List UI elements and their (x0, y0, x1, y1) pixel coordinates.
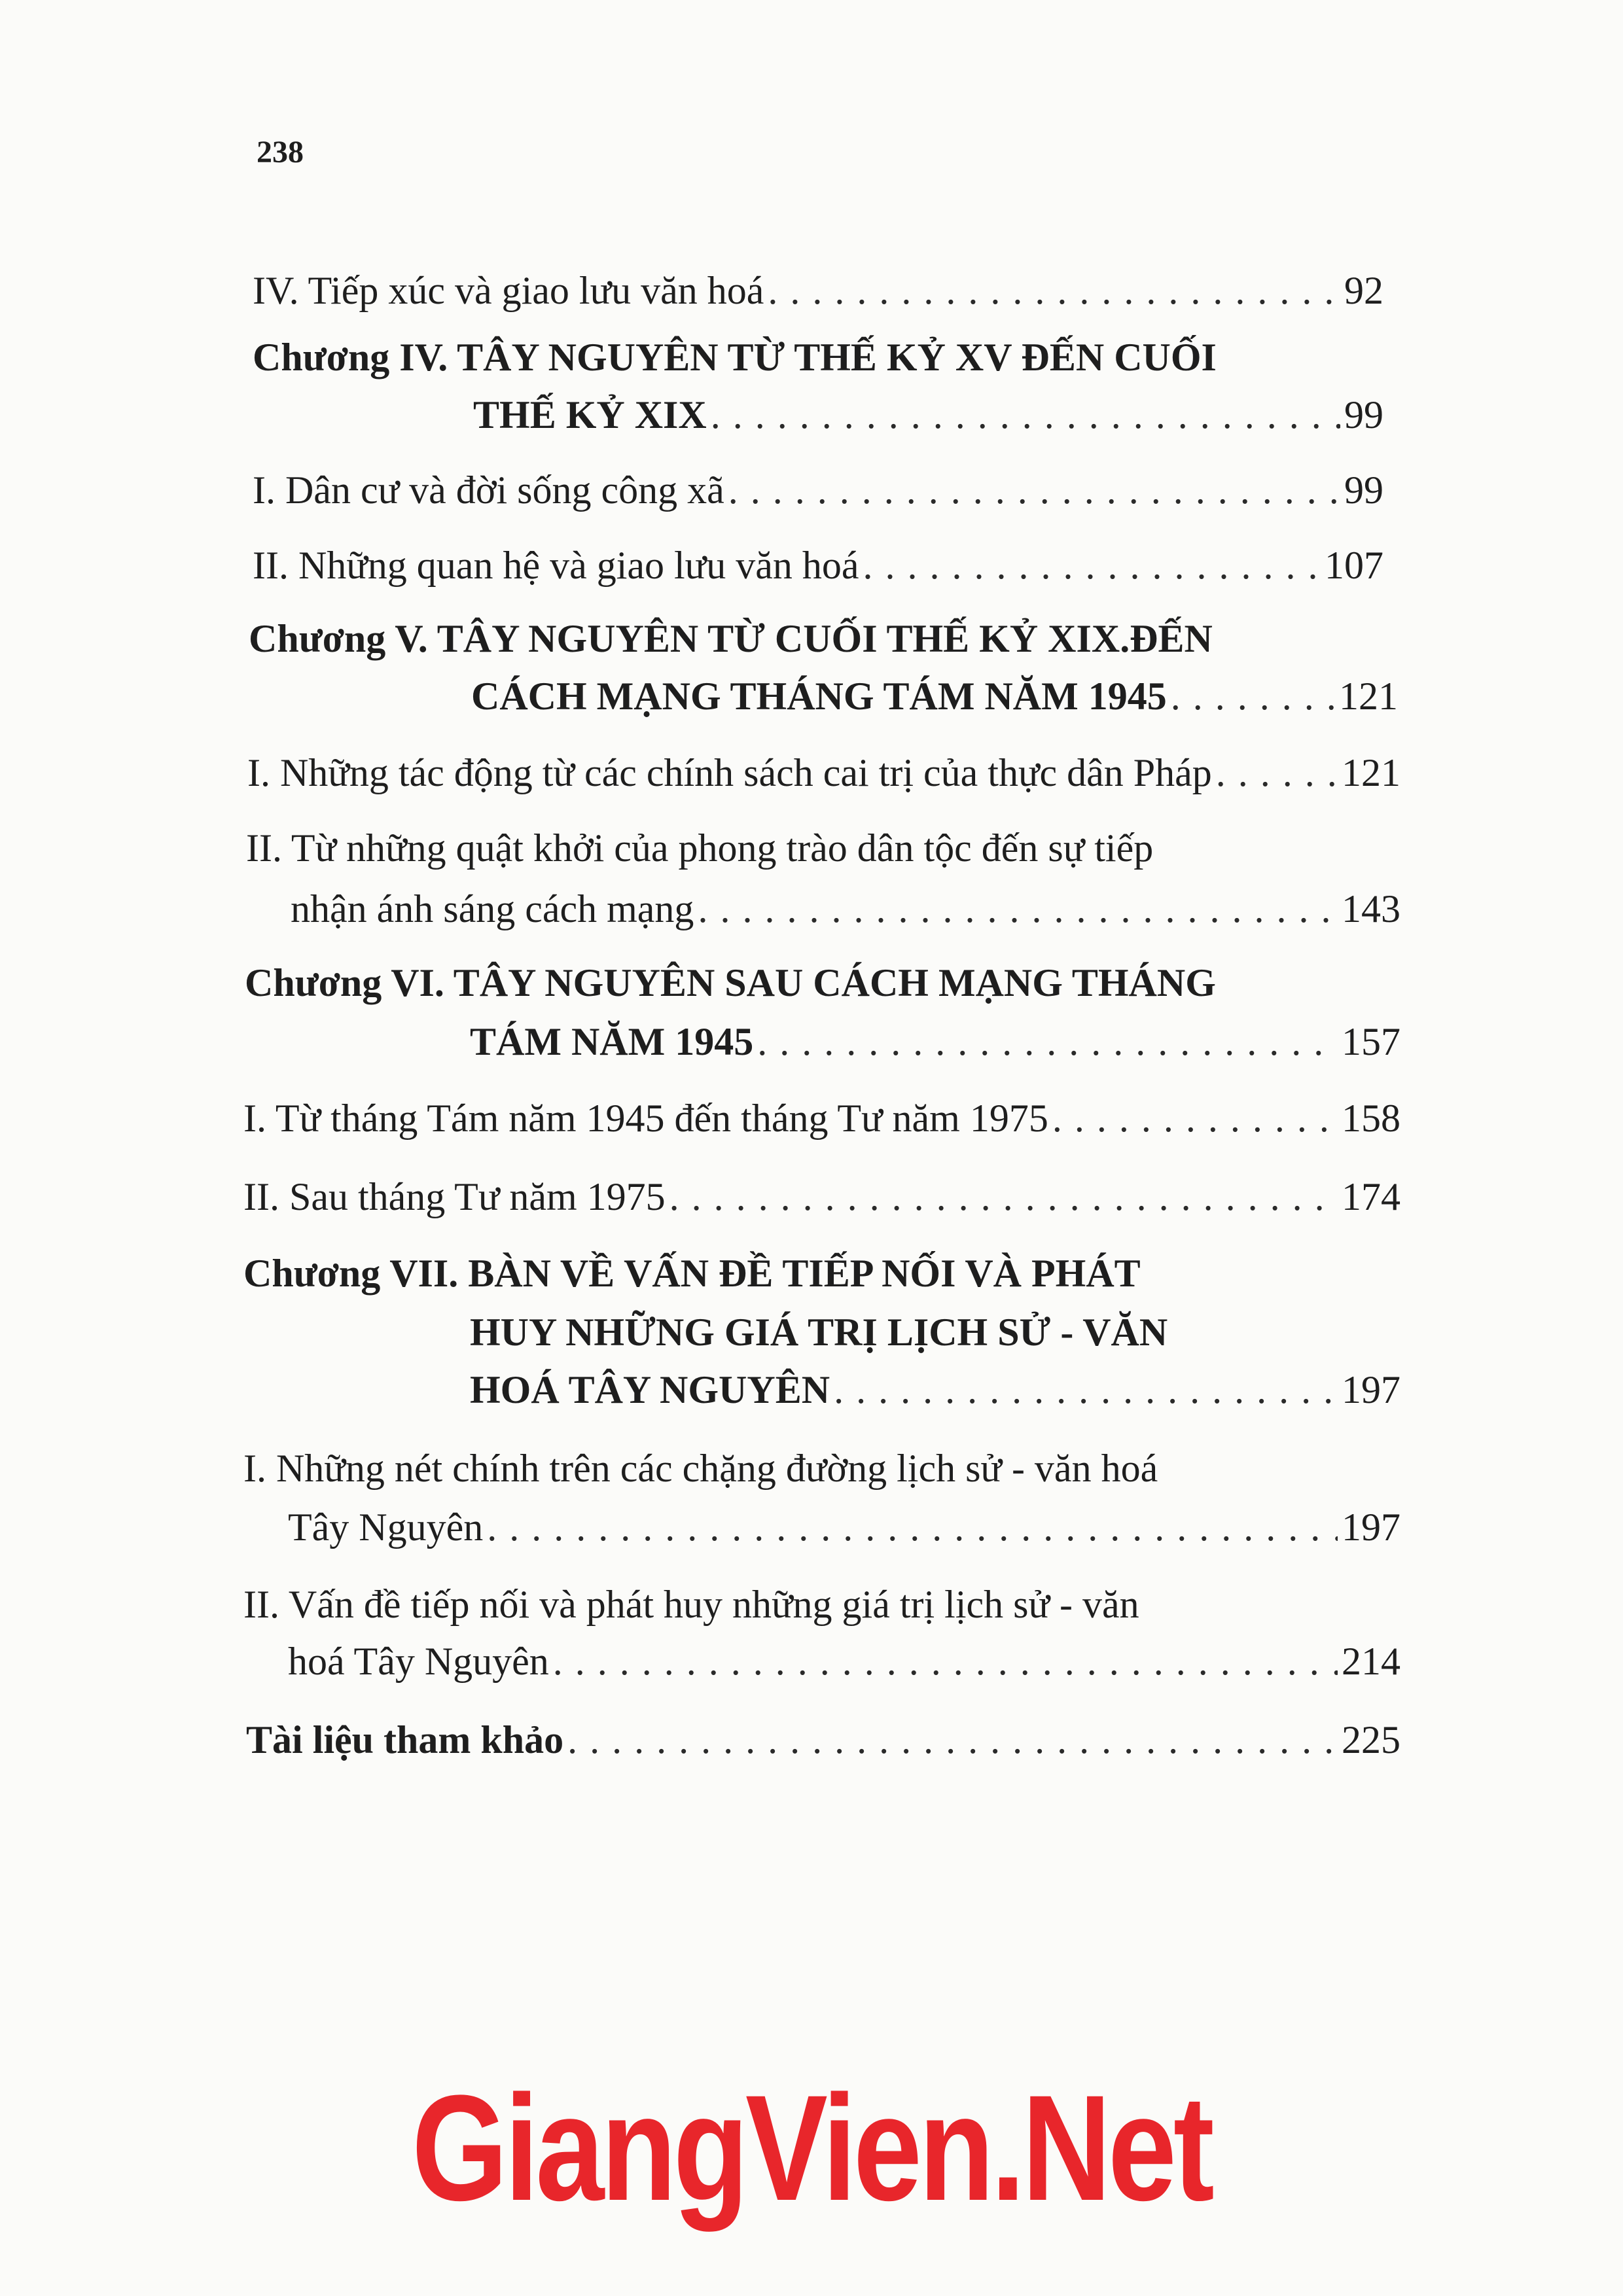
toc-entry-title: II. Sau tháng Tư năm 1975 (243, 1175, 666, 1218)
chapter-heading-line: Chương V. TÂY NGUYÊN TỪ CUỐI THẾ KỶ XIX.ĐẾN (249, 617, 1213, 660)
toc-entry-title: HOÁ TÂY NGUYÊN (470, 1368, 830, 1411)
toc-entry (253, 468, 1383, 513)
dot-leader (768, 268, 1340, 313)
dot-leader (567, 1718, 1338, 1763)
dot-leader (553, 1639, 1338, 1684)
toc-entry-page: 99 (1344, 468, 1383, 512)
watermark: GiangVien.Net (412, 2064, 1211, 2232)
toc-entry (243, 1096, 1400, 1141)
toc-entry (288, 1505, 1400, 1550)
toc-entry-page: 197 (1342, 1506, 1400, 1549)
toc-entry (288, 1639, 1400, 1684)
toc-entry-page: 143 (1342, 887, 1400, 930)
toc-entry-title: nhận ánh sáng cách mạng (291, 887, 694, 930)
toc-entry (253, 268, 1383, 313)
chapter-heading-line: Chương VI. TÂY NGUYÊN SAU CÁCH MẠNG THÁNG (245, 961, 1216, 1004)
toc-entry-title: CÁCH MẠNG THÁNG TÁM NĂM 1945 (471, 675, 1167, 718)
chapter-heading-line: HUY NHỮNG GIÁ TRỊ LỊCH SỬ - VĂN (470, 1311, 1168, 1354)
toc-entry-page: 99 (1344, 393, 1383, 436)
toc-entry-page: 174 (1342, 1175, 1400, 1218)
toc-entry (253, 543, 1383, 588)
toc-entry-line: II. Vấn đề tiếp nối và phát huy những giá trị lịch sử - văn (243, 1583, 1139, 1626)
toc-entry-chapter (471, 674, 1398, 719)
chapter-heading-line: Chương IV. TÂY NGUYÊN TỪ THẾ KỶ XV ĐẾN CUỐI (253, 336, 1217, 379)
toc-entry-page: 121 (1339, 675, 1398, 718)
chapter-heading-line: Chương VII. BÀN VỀ VẤN ĐỀ TIẾP NỐI VÀ PHÁT (243, 1252, 1141, 1295)
dot-leader (1216, 751, 1338, 796)
toc-entry-title: I. Từ tháng Tám năm 1945 đến tháng Tư năm 1975 (243, 1097, 1048, 1140)
toc-entry-chapter (473, 393, 1383, 438)
toc-entry-page: 197 (1342, 1368, 1400, 1411)
toc-entry-references (246, 1718, 1400, 1763)
dot-leader (1052, 1096, 1338, 1141)
page-number: 238 (257, 135, 304, 169)
toc-entry-title: II. Những quan hệ và giao lưu văn hoá (253, 544, 859, 587)
toc-entry-page: 92 (1344, 269, 1383, 312)
toc-entry (291, 887, 1400, 932)
dot-leader (698, 887, 1338, 932)
dot-leader (863, 543, 1321, 588)
toc-entry-title: I. Dân cư và đời sống công xã (253, 468, 724, 512)
dot-leader (728, 468, 1340, 513)
toc-entry-chapter (470, 1368, 1400, 1413)
toc-entry-page: 107 (1325, 544, 1383, 587)
toc-entry-title: hoá Tây Nguyên (288, 1640, 549, 1683)
toc-entry-title: TÁM NĂM 1945 (470, 1020, 754, 1063)
dot-leader (1171, 674, 1335, 719)
toc-entry-title: Tây Nguyên (288, 1506, 484, 1549)
toc-entry-page: 158 (1342, 1097, 1400, 1140)
toc-entry-page: 225 (1342, 1718, 1400, 1761)
toc-entry-line: I. Những nét chính trên các chặng đường lịch sử - văn hoá (243, 1447, 1158, 1490)
toc-entry-title: Tài liệu tham khảo (246, 1718, 564, 1761)
toc-entry-title: THẾ KỶ XIX (473, 393, 707, 436)
dot-leader (487, 1505, 1338, 1550)
dot-leader (669, 1174, 1338, 1220)
toc-entry (243, 1174, 1400, 1220)
dot-leader (757, 1019, 1338, 1065)
toc-entry-page: 121 (1342, 751, 1400, 794)
toc-entry-page: 214 (1342, 1640, 1400, 1683)
dot-leader (834, 1368, 1338, 1413)
dot-leader (711, 393, 1340, 438)
toc-entry-line: II. Từ những quật khởi của phong trào dân tộc đến sự tiếp (246, 826, 1154, 870)
toc-entry (247, 751, 1400, 796)
toc-entry-chapter (470, 1019, 1400, 1065)
toc-entry-title: IV. Tiếp xúc và giao lưu văn hoá (253, 269, 764, 312)
toc-entry-title: I. Những tác động từ các chính sách cai trị của thực dân Pháp (247, 751, 1212, 794)
toc-entry-page: 157 (1342, 1020, 1400, 1063)
